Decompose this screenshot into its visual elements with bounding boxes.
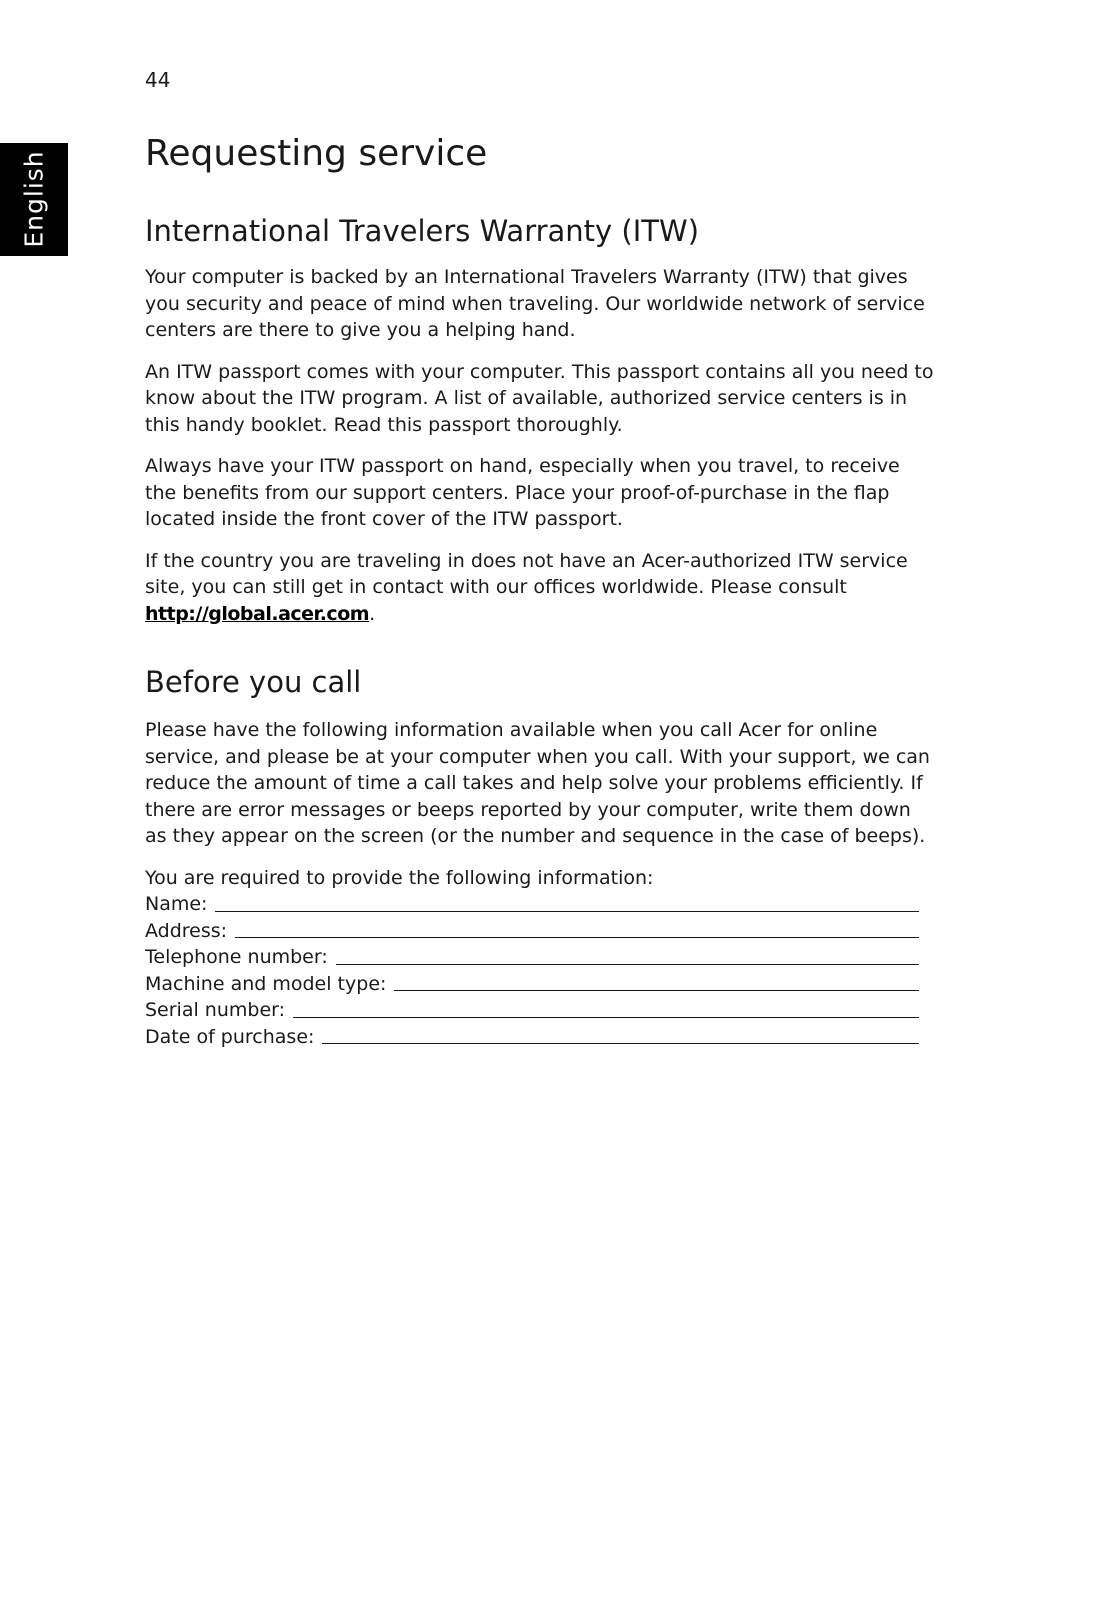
form-label-telephone: Telephone number: (145, 946, 328, 968)
itw-paragraph-4-text: If the country you are traveling in does not have an Acer-authorized ITW service site, you can still get in contact with our offices worldwide. Please consult (145, 549, 908, 598)
form-row-date (145, 1024, 919, 1051)
before-you-call-heading: Before you call (145, 665, 362, 699)
itw-paragraph-1: Your computer is backed by an International Travelers Warranty (ITW) that gives you security and peace of mind when traveling. Our worldwide network of service centers are there to give you a helping hand. (145, 266, 925, 341)
itw-paragraph-4 (145, 548, 935, 628)
page-content (145, 128, 935, 1050)
form-row-machine (145, 971, 919, 998)
form-label-machine: Machine and model type: (145, 972, 387, 995)
itw-paragraph-3: Always have your ITW passport on hand, especially when you travel, to receive the benefits from our support centers. Place your proof-of-purchase in the flap located inside the front cover of the ITW passport. (145, 455, 900, 530)
language-tab-label: English (19, 150, 49, 248)
itw-heading: International Travelers Warranty (ITW) (145, 214, 700, 248)
page-number: 44 (145, 68, 171, 92)
form-line-telephone (336, 963, 919, 965)
form-label-name: Name: (145, 893, 208, 915)
form-line-machine (394, 989, 919, 991)
form-label-serial: Serial number: (145, 999, 286, 1021)
form-line-date (322, 1042, 919, 1044)
form-label-date: Date of purchase: (145, 1025, 315, 1048)
form-row-name (145, 891, 919, 918)
language-tab (0, 143, 68, 256)
before-you-call-paragraph: Please have the following information available when you call Acer for online service, and please be at your computer when you call. With your support, we can reduce the amount of time a call takes and help solve your problems efficiently. If there are error messages or beeps reported by your computer, write them down as they appear on the screen (or the number and sequence in the case of beeps). (145, 719, 930, 847)
form-row-telephone (145, 944, 919, 971)
form-row-address (145, 918, 919, 945)
form-line-name (215, 910, 919, 912)
itw-paragraph-4-end: . (369, 602, 376, 625)
form-line-serial (293, 1016, 919, 1018)
acer-global-link[interactable]: http://global.acer.com (145, 602, 370, 625)
form-label-address: Address: (145, 919, 228, 942)
required-info-intro: You are required to provide the following information: (145, 866, 654, 889)
page-title: Requesting service (145, 133, 488, 174)
itw-paragraph-2: An ITW passport comes with your computer. This passport contains all you need to know about the ITW program. A list of available, authorized service centers is in this handy booklet. Read this passport thoroughly. (145, 360, 934, 436)
form-line-address (235, 936, 919, 938)
form-row-serial (145, 997, 919, 1024)
